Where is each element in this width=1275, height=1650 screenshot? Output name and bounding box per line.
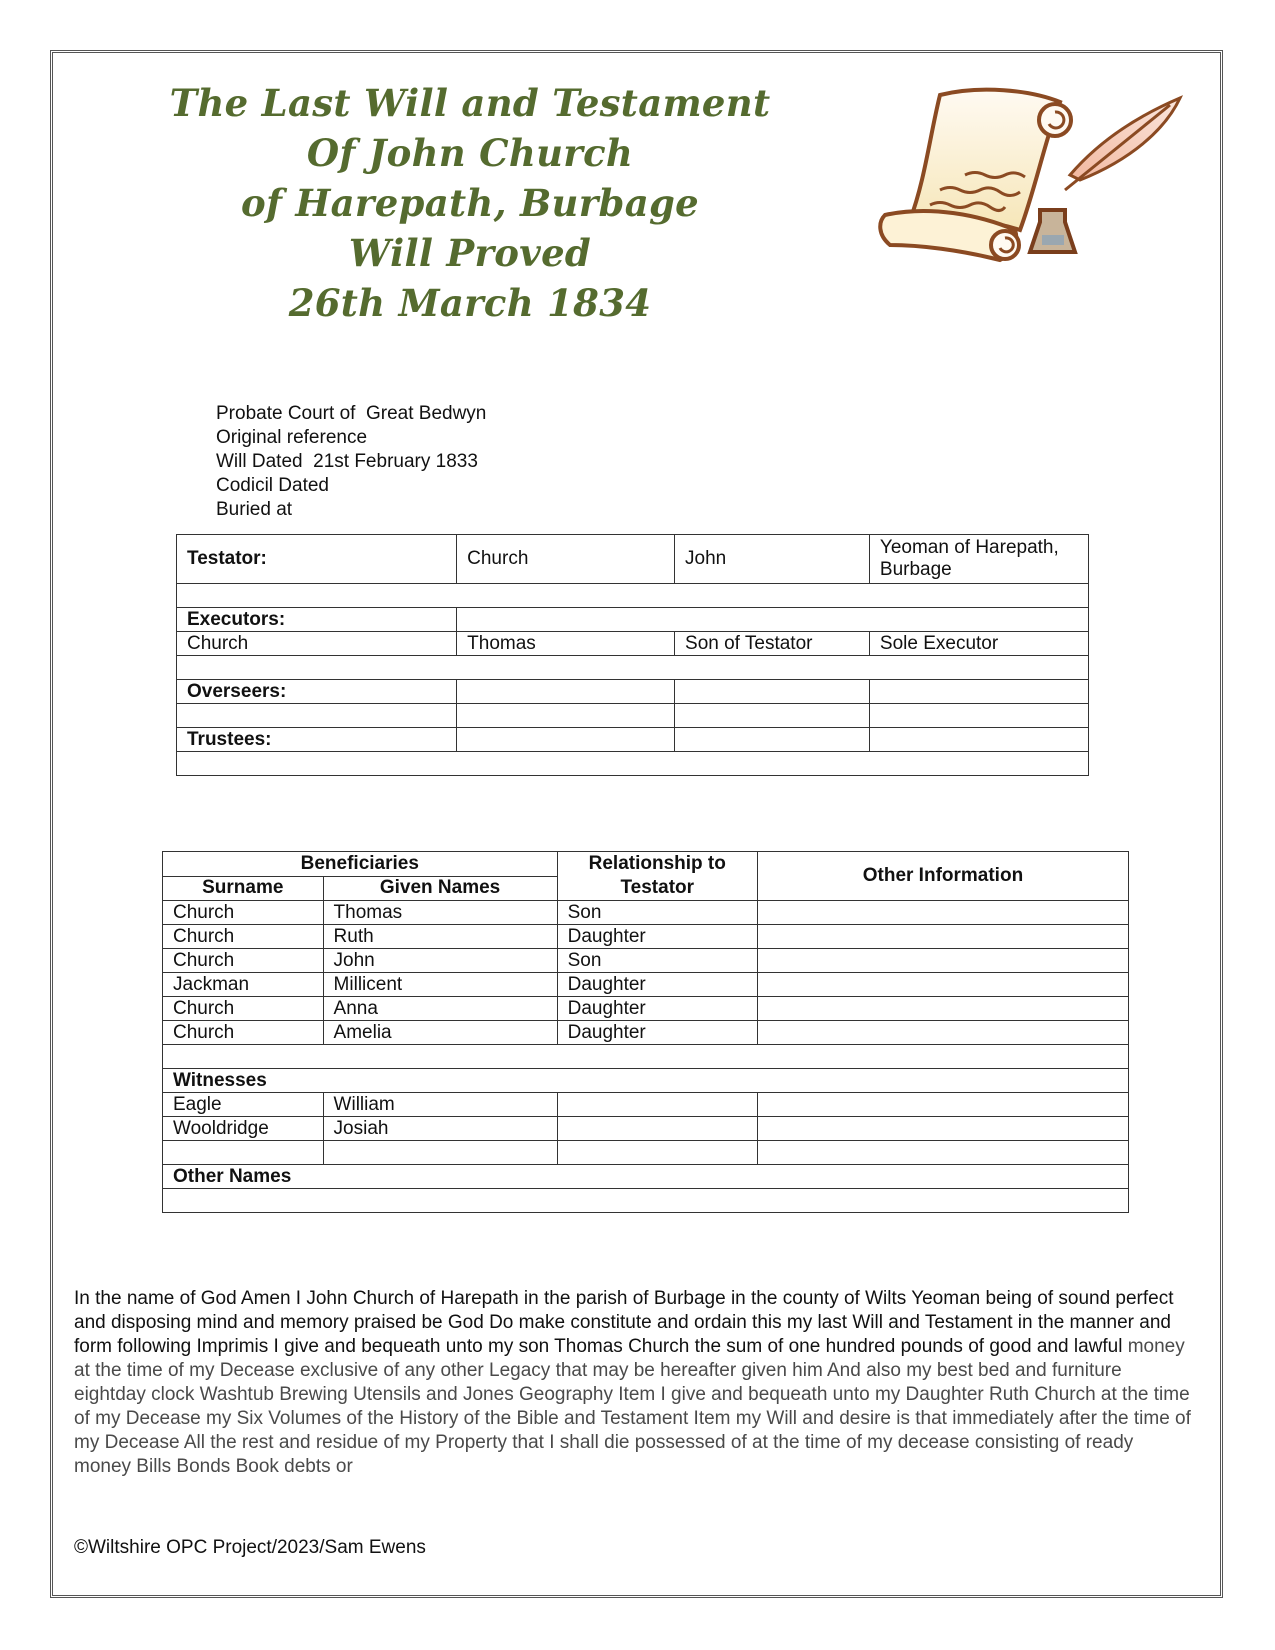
beneficiary-surname: Church [163, 949, 324, 973]
table-row [163, 1093, 1129, 1117]
overseers-row [177, 680, 1089, 704]
table-row [163, 1117, 1129, 1141]
will-dated: Will Dated 21st February 1833 [216, 451, 478, 472]
beneficiary-surname: Church [163, 1021, 324, 1045]
beneficiary-relationship: Daughter [557, 973, 757, 997]
beneficiary-given: Amelia [323, 1021, 557, 1045]
beneficiary-relationship: Son [557, 901, 757, 925]
witness-surname: Wooldridge [163, 1117, 324, 1141]
testator-table [176, 534, 1089, 776]
transcript-remaining-text: money at the time of my Decease exclusive of any other Legacy that may be hereafter given him And also my best bed and furniture eightday clock Washtub Brewing Utensils and Jones Geography Item I give and bequeath unto my Daughter Ruth Church at the time of my Decease my Six Volumes of the History of the Bible and Testament Item my Will and desire is that immediately after the time of my Decease All the rest and residue of my Property that I shall die possessed of at the time of my decease consisting of ready money Bills Bonds Book debts or [74, 1336, 1191, 1477]
table-row [163, 973, 1129, 997]
beneficiary-other [757, 1021, 1128, 1045]
overseers-label: Overseers: [177, 680, 457, 704]
table-row [177, 632, 1089, 656]
title-line-5: 26th March 1834 [288, 281, 652, 325]
beneficiary-given: Anna [323, 997, 557, 1021]
witness-given: Josiah [323, 1117, 557, 1141]
relationship-heading: Relationship to Testator [557, 852, 757, 901]
other-names-header-row [163, 1165, 1129, 1189]
beneficiary-given: Thomas [323, 901, 557, 925]
beneficiary-surname: Church [163, 901, 324, 925]
executor-given: Thomas [457, 632, 675, 656]
scroll-quill-inkwell-icon [870, 80, 1190, 280]
table-row [177, 704, 1089, 728]
executors-label: Executors: [177, 608, 457, 632]
table-row [163, 949, 1129, 973]
table-row [163, 1141, 1129, 1165]
witnesses-label: Witnesses [163, 1069, 1129, 1093]
beneficiary-surname: Jackman [163, 973, 324, 997]
transcript-verified-text: In the name of God Amen I John Church of Harepath in the parish of Burbage in the county of Wilts Yeoman being of sound perfect and disposing mind and memory praised be God Do make constitute and ordain this my last Will and Testament in the manner and form following Imprimis I give and bequeath unto my son Thomas Church the sum of one hundred pounds of good and lawful [74, 1288, 1174, 1357]
testator-surname: Church [457, 535, 675, 584]
witness-surname: Eagle [163, 1093, 324, 1117]
beneficiary-relationship: Daughter [557, 997, 757, 1021]
title-line-2: Of John Church [306, 131, 634, 175]
title-line-1: The Last Will and Testament [169, 81, 771, 125]
spacer-row [177, 584, 1089, 608]
testator-given: John [675, 535, 870, 584]
beneficiary-other [757, 925, 1128, 949]
table-row [163, 997, 1129, 1021]
beneficiary-relationship: Daughter [557, 925, 757, 949]
probate-details [216, 402, 486, 522]
surname-heading: Surname [163, 876, 324, 901]
testator-label: Testator: [177, 535, 457, 584]
codicil-dated: Codicil Dated [216, 475, 329, 496]
beneficiaries-heading: Beneficiaries [163, 852, 558, 877]
will-transcript [74, 1287, 1194, 1479]
beneficiary-relationship: Son [557, 949, 757, 973]
beneficiary-surname: Church [163, 997, 324, 1021]
buried-at: Buried at [216, 499, 293, 520]
title-line-3: of Harepath, Burbage [241, 181, 699, 225]
trustees-row [177, 728, 1089, 752]
given-names-heading: Given Names [323, 876, 557, 901]
executor-relationship: Son of Testator [675, 632, 870, 656]
other-info-heading: Other Information [757, 852, 1128, 901]
table-row [163, 925, 1129, 949]
beneficiaries-table [162, 851, 1129, 1213]
beneficiary-other [757, 997, 1128, 1021]
other-names-label: Other Names [163, 1165, 1129, 1189]
beneficiary-other [757, 949, 1128, 973]
beneficiary-other [757, 901, 1128, 925]
beneficiary-given: Ruth [323, 925, 557, 949]
copyright-footer: ©Wiltshire OPC Project/2023/Sam Ewens [74, 1537, 426, 1558]
spacer-row [177, 656, 1089, 680]
testator-description: Yeoman of Harepath, Burbage [869, 535, 1088, 584]
spacer-row [163, 1045, 1129, 1069]
beneficiary-given: John [323, 949, 557, 973]
executor-surname: Church [177, 632, 457, 656]
witness-given: William [323, 1093, 557, 1117]
beneficiary-surname: Church [163, 925, 324, 949]
trustees-label: Trustees: [177, 728, 457, 752]
table-row [163, 1021, 1129, 1045]
witnesses-header-row [163, 1069, 1129, 1093]
title-line-4: Will Proved [348, 231, 592, 275]
header-row [163, 852, 1129, 877]
testator-row [177, 535, 1089, 584]
beneficiary-given: Millicent [323, 973, 557, 997]
spacer-row [163, 1189, 1129, 1213]
probate-court: Probate Court of Great Bedwyn [216, 403, 487, 424]
table-row [163, 901, 1129, 925]
beneficiary-relationship: Daughter [557, 1021, 757, 1045]
executor-role: Sole Executor [869, 632, 1088, 656]
document-title [160, 78, 780, 328]
original-reference: Original reference [216, 427, 368, 448]
executors-header-row [177, 608, 1089, 632]
spacer-row [177, 752, 1089, 776]
beneficiary-other [757, 973, 1128, 997]
